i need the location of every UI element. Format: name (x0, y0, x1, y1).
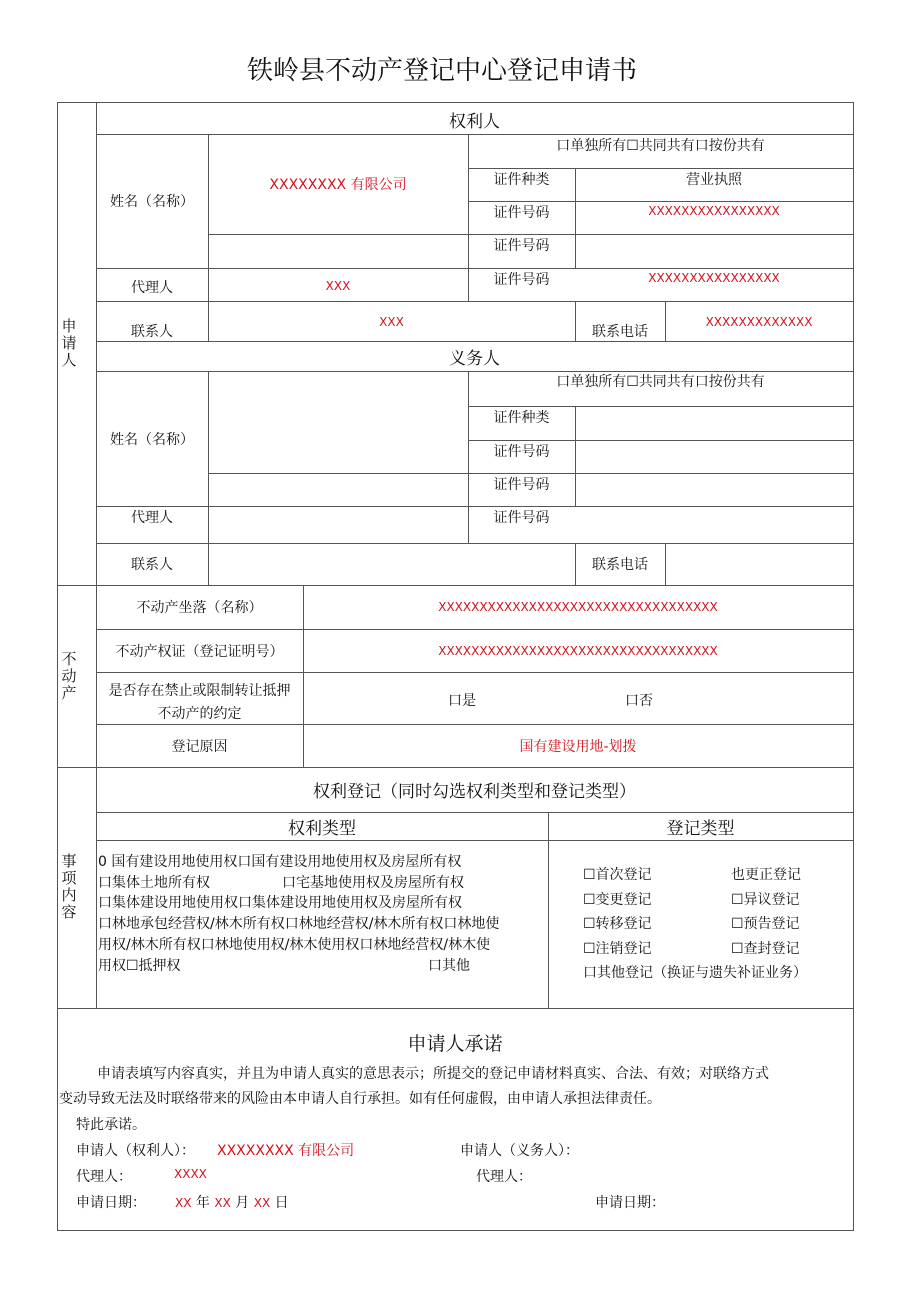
reg-type-option[interactable]: ☐变更登记 (583, 892, 652, 908)
restriction-label-2: 不动产的约定 (157, 706, 242, 722)
agent-value[interactable]: XXX (325, 279, 351, 293)
section-applicant-label: 申请人 (61, 317, 77, 369)
rights-option[interactable]: 口宅基地使用权及房屋所有权 (282, 875, 464, 891)
obligor-header: 义务人 (449, 348, 500, 369)
grid-line (468, 371, 469, 544)
reg-type-option[interactable]: ☐查封登记 (731, 941, 800, 957)
pledge-agent-label-2: 代理人： (476, 1169, 532, 1185)
agent-label: 代理人 (131, 280, 173, 296)
restriction-no-checkbox[interactable]: 口否 (625, 693, 653, 709)
page-title: 铁岭县不动产登记中心登记申请书 (247, 56, 638, 86)
obligor-phone-label: 联系电话 (592, 557, 648, 573)
grid-line (57, 1230, 854, 1231)
grid-line (208, 134, 209, 342)
certificate-value[interactable]: XXXXXXXXXXXXXXXXXXXXXXXXXXXXXXXXXX (438, 643, 718, 658)
grid-line (96, 543, 854, 544)
grid-line (57, 767, 854, 768)
pledge-agent-value[interactable]: XXXX (174, 1167, 207, 1181)
grid-line (208, 234, 854, 235)
id-type-value[interactable]: 营业执照 (686, 172, 742, 188)
registration-type-header: 登记类型 (666, 818, 735, 839)
grid-line (96, 341, 854, 342)
obligor-agent-id-label: 证件号码 (493, 510, 550, 526)
id-type-label: 证件种类 (493, 172, 550, 188)
contact-label: 联系人 (131, 324, 173, 340)
phone-label: 联系电话 (592, 324, 648, 340)
grid-line (665, 301, 666, 342)
pledge-text-3: 特此承诺。 (76, 1117, 146, 1133)
obligor-id-type-label: 证件种类 (493, 410, 550, 426)
grid-line (468, 168, 854, 169)
section-matters-label: 事项内容 (61, 852, 77, 921)
certificate-label: 不动产权证（登记证明号） (115, 643, 284, 660)
grid-line (468, 134, 469, 302)
matters-header: 权利登记（同时勾选权利类型和登记类型） (313, 782, 636, 802)
grid-line (208, 473, 854, 474)
pledge-text-1: 申请表填写内容真实，并且为申请人真实的意思表示；所提交的登记申请材料真实、合法、有效；对联络方式 (97, 1066, 769, 1082)
grid-line (575, 301, 576, 342)
holder-label: 申请人（权利人）： (76, 1143, 195, 1159)
grid-line (96, 840, 854, 841)
rights-option[interactable]: 用权☐抵押权 (98, 958, 181, 974)
date-label-2: 申请日期： (595, 1195, 665, 1211)
reg-type-option[interactable]: ☐转移登记 (583, 916, 652, 932)
rights-type-header: 权利类型 (288, 818, 356, 839)
grid-line (96, 268, 854, 269)
phone-value[interactable]: XXXXXXXXXXXXX (705, 315, 813, 329)
grid-line (96, 812, 854, 813)
reg-type-option[interactable]: ☐异议登记 (731, 892, 800, 908)
location-value[interactable]: XXXXXXXXXXXXXXXXXXXXXXXXXXXXXXXXXX (438, 600, 718, 614)
grid-line (96, 134, 854, 135)
reason-value[interactable]: 国有建设用地-划拨 (519, 738, 637, 755)
date-label: 申请日期： (76, 1195, 146, 1211)
rights-option[interactable]: 0 国有建设用地使用权口国有建设用地使用权及房屋所有权 (98, 854, 462, 870)
restriction-label-1: 是否存在禁止或限制转让抵押 (108, 683, 291, 699)
holder-value[interactable]: XXXXXXXX 有限公司 (217, 1143, 355, 1159)
id-number-label-2: 证件号码 (493, 238, 550, 254)
rights-option[interactable]: 口集体土地所有权 (98, 875, 210, 891)
grid-line (96, 724, 854, 725)
name-value[interactable]: XXXXXXXX 有限公司 (269, 177, 407, 193)
obligor-applicant-label: 申请人（义务人）： (460, 1143, 579, 1159)
grid-line (575, 406, 576, 507)
grid-line (303, 585, 304, 768)
grid-line (208, 371, 209, 586)
reg-type-option[interactable]: 口其他登记（换证与遗失补证业务） (583, 965, 807, 981)
agent-id-value[interactable]: XXXXXXXXXXXXXXXX (648, 271, 780, 285)
grid-line (96, 629, 854, 630)
grid-line (57, 102, 58, 1231)
agent-id-label: 证件号码 (493, 272, 550, 288)
rights-option[interactable]: 用权/林木所有权口林地使用权/林木使用权口林地经营权/林木使 (98, 937, 491, 953)
reg-type-option[interactable]: ☐首次登记 (583, 867, 652, 883)
grid-line (575, 543, 576, 586)
grid-line (548, 812, 549, 1009)
obligor-ownership[interactable]: 口单独所有☐共同共有口按份共有 (556, 374, 765, 390)
grid-line (468, 440, 854, 441)
rights-option[interactable]: 口集体建设用地使用权口集体建设用地使用权及房屋所有权 (98, 895, 462, 911)
grid-line (96, 102, 97, 1009)
grid-line (575, 168, 576, 269)
right-holder-ownership[interactable]: 口单独所有☐共同共有口按份共有 (556, 138, 765, 154)
grid-line (57, 585, 854, 586)
id-number-value[interactable]: XXXXXXXXXXXXXXXX (648, 204, 780, 218)
pledge-agent-label: 代理人： (76, 1169, 132, 1185)
grid-line (96, 672, 854, 673)
grid-line (96, 506, 854, 507)
contact-value[interactable]: XXX (379, 315, 404, 329)
obligor-id-number-label-2: 证件号码 (493, 477, 550, 493)
restriction-yes-checkbox[interactable]: 口是 (448, 693, 476, 709)
grid-line (96, 301, 854, 302)
pledge-header: 申请人承诺 (407, 1032, 503, 1055)
rights-option[interactable]: 口林地承包经营权/林木所有权口林地经营权/林木所有权口林地使 (98, 916, 500, 932)
id-number-label: 证件号码 (493, 205, 550, 221)
grid-line (57, 1008, 854, 1009)
reg-type-option[interactable]: ☐预告登记 (731, 916, 800, 932)
reg-type-option[interactable]: 也更正登记 (731, 867, 801, 883)
rights-option-other[interactable]: 口其他 (428, 958, 470, 974)
grid-line (665, 543, 666, 586)
section-property-label: 不动产 (61, 650, 77, 702)
grid-line (468, 406, 854, 407)
obligor-id-number-label: 证件号码 (493, 444, 550, 460)
reg-type-option[interactable]: ☐注销登记 (583, 941, 652, 957)
grid-line (57, 102, 854, 103)
name-label: 姓名（名称） (110, 194, 194, 210)
obligor-contact-label: 联系人 (131, 557, 173, 573)
grid-line (468, 201, 854, 202)
obligor-agent-label: 代理人 (131, 510, 173, 526)
grid-line (853, 102, 854, 1231)
grid-line (96, 371, 854, 372)
right-holder-header: 权利人 (449, 111, 500, 132)
date-value[interactable]: XX 年 XX 月 XX 日 (175, 1195, 289, 1211)
reason-label: 登记原因 (171, 738, 228, 755)
location-label: 不动产坐落（名称） (136, 600, 263, 616)
obligor-name-label: 姓名（名称） (110, 431, 194, 448)
pledge-text-2: 变动导致无法及时联络带来的风险由本申请人自行承担。如有任何虚假，由申请人承担法律责任。 (59, 1091, 661, 1107)
